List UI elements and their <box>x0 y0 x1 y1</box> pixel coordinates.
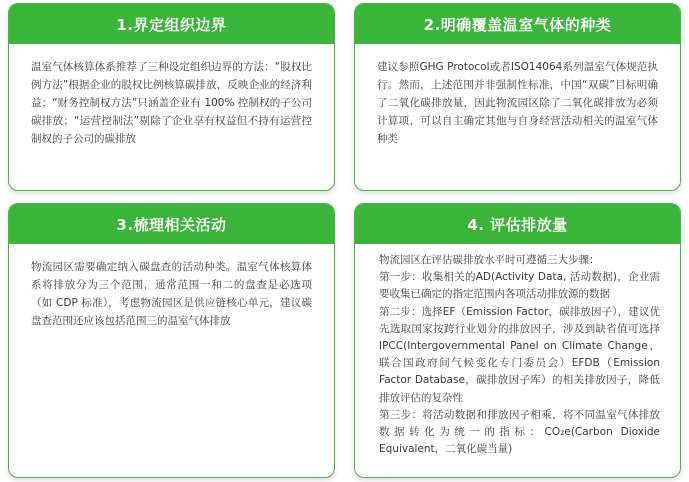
card-body <box>355 244 680 464</box>
card-title: 4. 评估排放量 <box>355 204 680 244</box>
card-paragraph-intro: 物流园区在评估碳排放水平时可遵循三大步骤： <box>379 254 600 266</box>
card-emission-assessment <box>354 203 681 478</box>
card-paragraph-step-2: 第二步：选择EF（Emission Factor，碳排放因子），建议优先选取国家按跨行业划分的排放因子，涉及到缺省值可选择IPCC(Intergovernmental Panel on Climate Change，联合国政府间气候变化专门委员会）EFDB（Emission Factor Database，碳排放因子库）的相关排放因子，降低排放评估的复杂性 <box>379 305 660 404</box>
card-body <box>9 44 334 158</box>
card-related-activities <box>8 203 335 478</box>
card-paragraph: 温室气体核算体系推荐了三种设定组织边界的方法：“股权比例方法”根据企业的股权比例核算碳排放，反映企业的经济利益；“财务控制权方法”只涵盖企业有 100% 控制权的子公司碳排放；“运营控制法”剔除了企业享有权益但不持有运营控制权的子公司的碳排放 <box>31 61 312 145</box>
card-title: 1.界定组织边界 <box>9 4 334 44</box>
card-body <box>355 44 680 158</box>
card-organizational-boundary <box>8 3 335 191</box>
card-title: 3.梳理相关活动 <box>9 204 334 244</box>
card-title: 2.明确覆盖温室气体的种类 <box>355 4 680 44</box>
card-paragraph: 建议参照GHG Protocol或者ISO14064系列温室气体规范执行。然而，上述范围并非强制性标准，中国“双碳”目标明确了二氧化碳排放量，因此物流园区除了二氧化碳排放为必须计算项，可以自主确定其他与自身经营活动相关的温室气体种类 <box>377 61 658 145</box>
card-paragraph-step-3: 第三步：将活动数据和排放因子相乘，将不同温室气体排放数据转化为统一的指标：CO₂e(Carbon Dioxide Equivalent，二氧化碳当量) <box>379 408 660 456</box>
card-paragraph: 物流园区需要确定纳入碳盘查的活动种类。温室气体核算体系将排放分为三个范围，通常范围一和二的盘查是必选项（如 CDP 标准），考虑物流园区是供应链核心单元，建议碳盘查范围还应该包括范围三的温室气体排放 <box>31 261 312 327</box>
card-body <box>9 244 334 340</box>
card-greenhouse-gas-types <box>354 3 681 191</box>
card-paragraph-step-1: 第一步：收集相关的AD(Activity Data, 活动数据)，企业需要收集已确定的指定范围内各项活动排放源的数据 <box>379 271 660 301</box>
